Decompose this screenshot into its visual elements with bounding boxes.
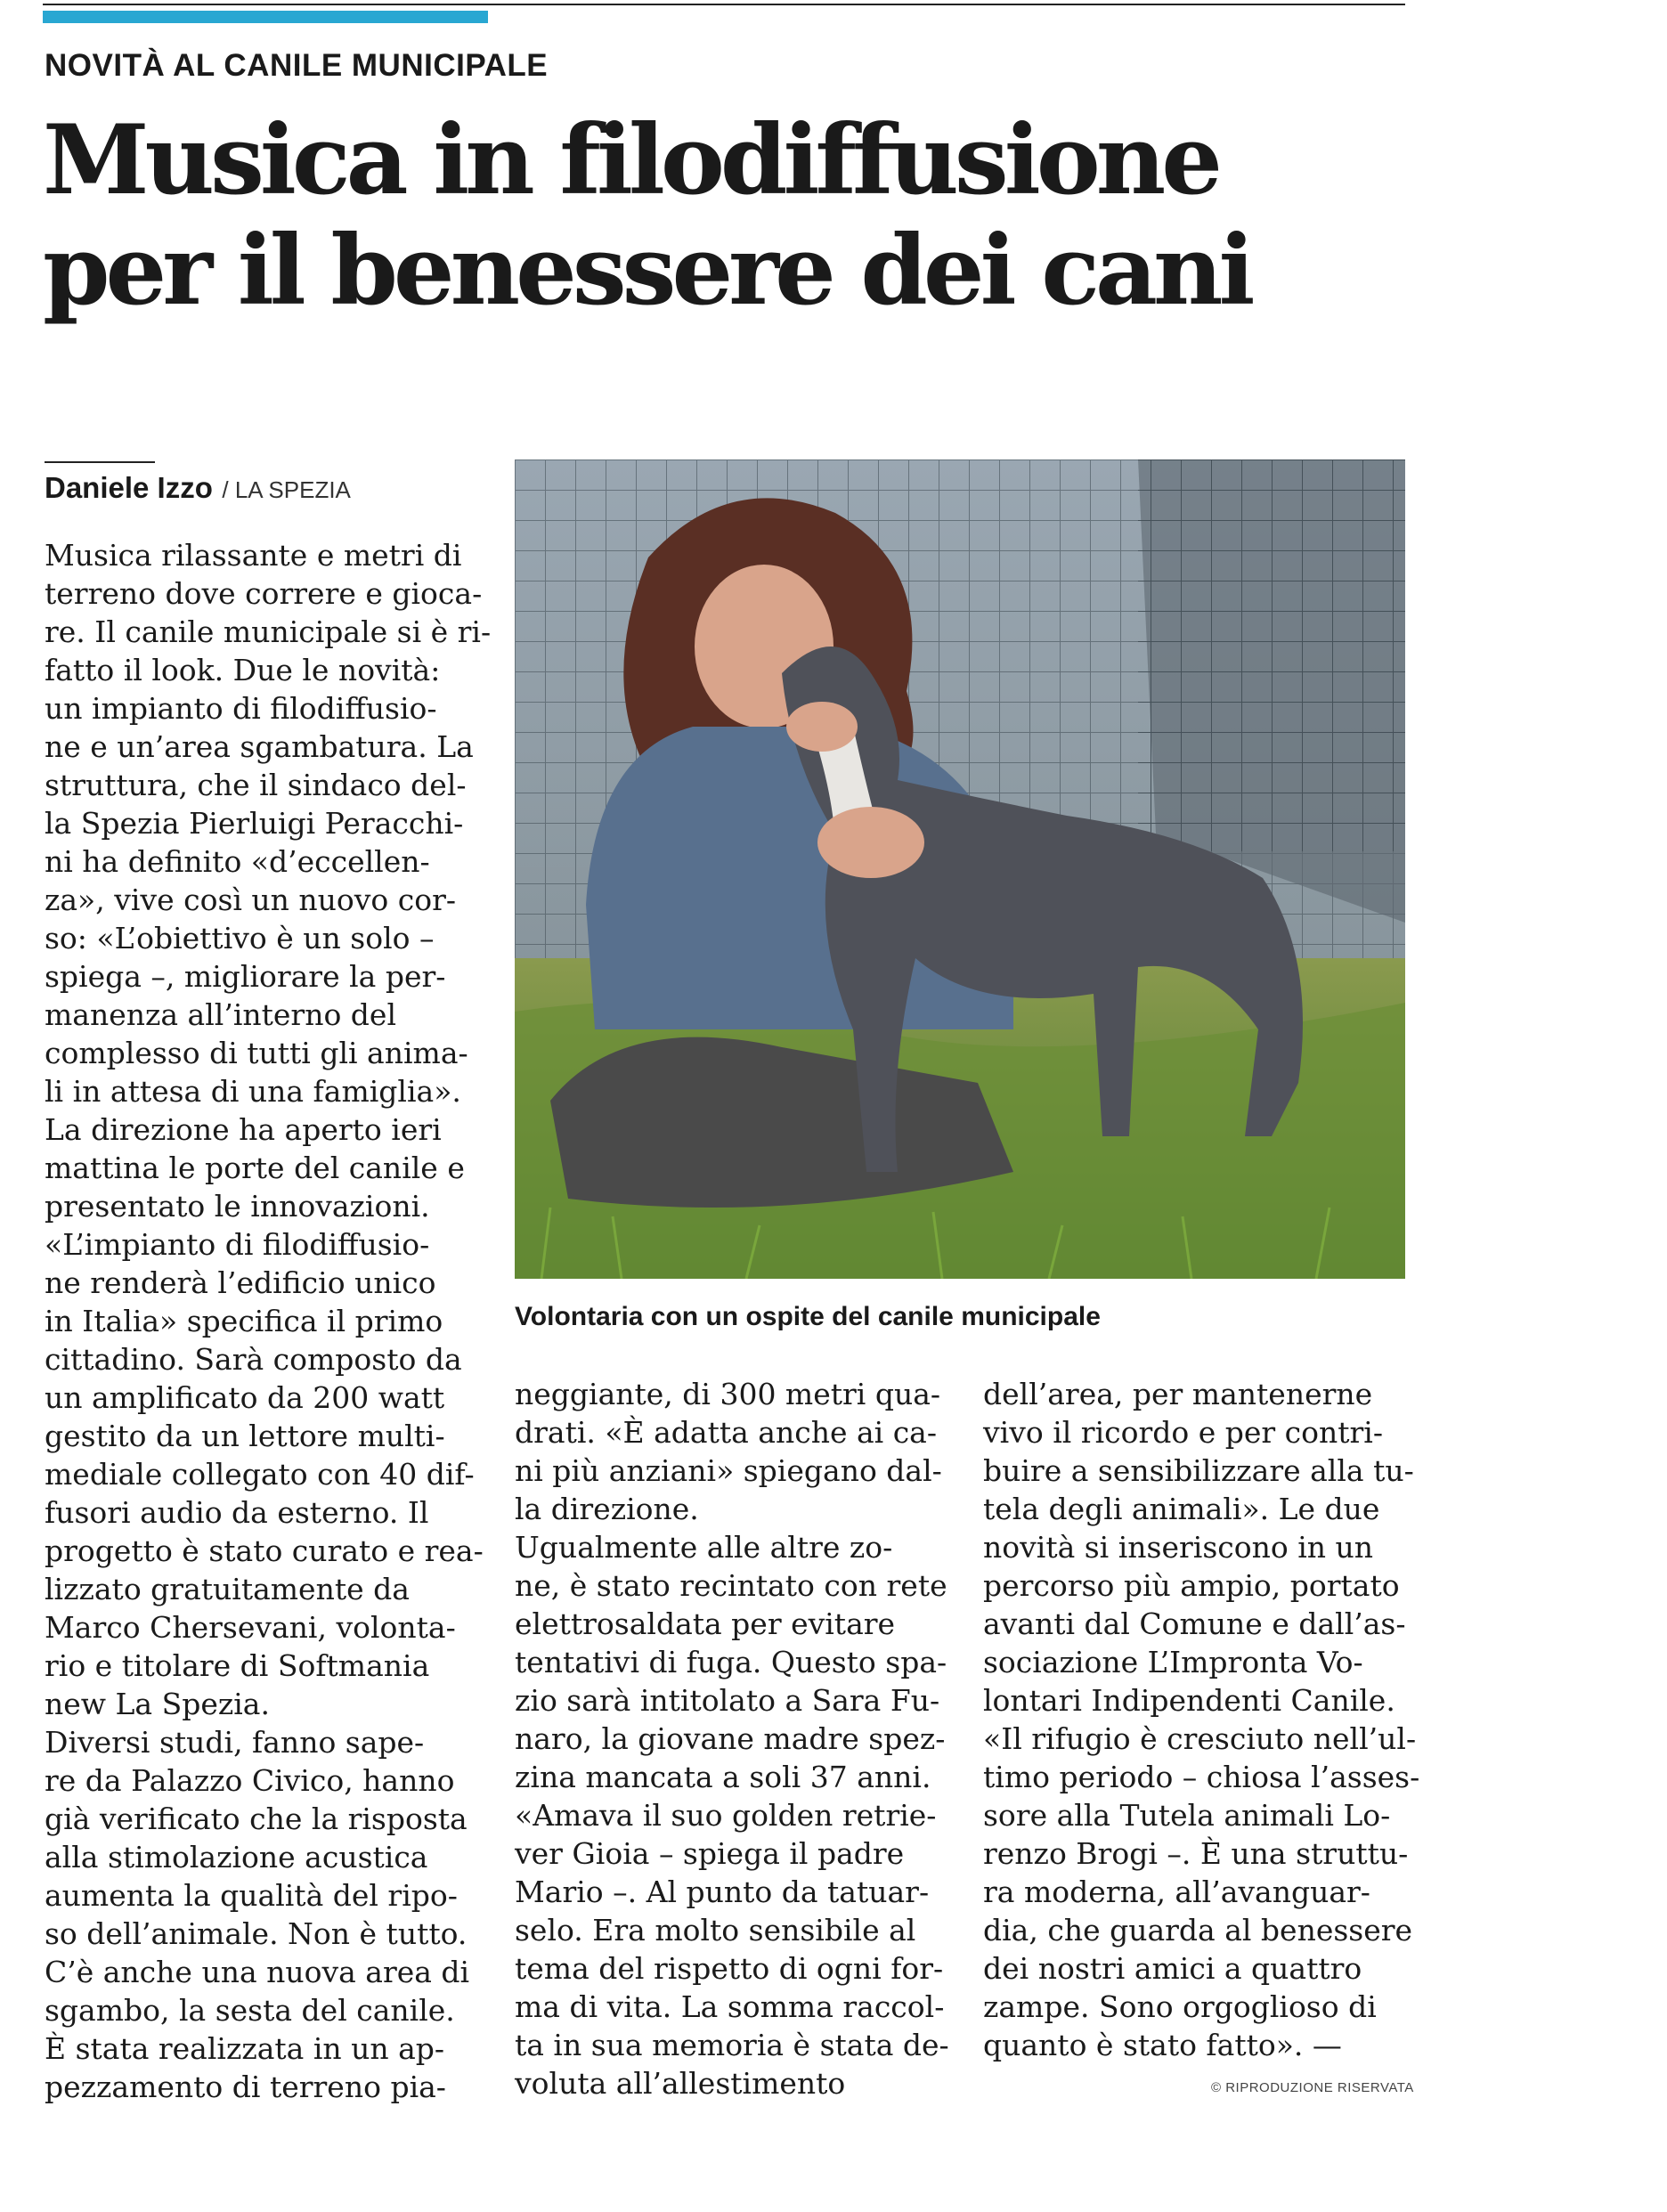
text-line: new La Spezia.: [45, 1687, 270, 1721]
headline-line-1: Musica in filodiffusione: [43, 104, 1219, 216]
text-line: re da Palazzo Civico, hanno: [45, 1763, 455, 1798]
text-line: selo. Era molto sensibile al: [515, 1913, 916, 1948]
text-line: re. Il canile municipale si è ri-: [45, 614, 492, 649]
text-line: voluta all’allestimento: [515, 2066, 846, 2101]
text-line: Mario –. Al punto da tatuar-: [515, 1875, 930, 1909]
text-line: tema del rispetto di ogni for-: [515, 1951, 944, 1986]
text-line: zio sarà intitolato a Sara Fu-: [515, 1683, 940, 1718]
text-line: Ugualmente alle altre zo-: [515, 1530, 893, 1565]
article-kicker: NOVITÀ AL CANILE MUNICIPALE: [45, 48, 549, 83]
text-line: ni più anziani» spiegano dal-: [515, 1453, 942, 1488]
text-line: fusori audio da esterno. Il: [45, 1495, 429, 1530]
text-line: sgambo, la sesta del canile.: [45, 1993, 455, 2028]
text-line: la direzione.: [515, 1492, 699, 1526]
text-line: La direzione ha aperto ieri: [45, 1112, 442, 1147]
headline-line-2: per il benessere dei cani: [43, 215, 1251, 327]
article-headline: [43, 105, 1432, 326]
text-line: la Spezia Pierluigi Peracchi-: [45, 806, 464, 841]
text-line: dell’area, per mantenerne: [983, 1377, 1373, 1411]
text-line: tela degli animali». Le due: [983, 1492, 1380, 1526]
text-line: un impianto di filodiffusio-: [45, 691, 437, 726]
text-line: ta in sua memoria è stata de-: [515, 2028, 949, 2062]
text-line: avanti dal Comune e dall’as-: [983, 1606, 1406, 1641]
text-line: quanto è stato fatto». —: [983, 2028, 1342, 2062]
text-line: ne e un’area sgambatura. La: [45, 729, 474, 764]
text-line: manenza all’interno del: [45, 997, 397, 1032]
text-line: ni ha definito «d’eccellen-: [45, 844, 430, 879]
text-line: ra moderna, all’avanguar-: [983, 1875, 1370, 1909]
text-line: za», vive così un nuovo cor-: [45, 882, 457, 917]
text-line: ne, è stato recintato con rete: [515, 1568, 947, 1603]
text-line: li in attesa di una famiglia».: [45, 1074, 461, 1109]
byline-location: / LA SPEZIA: [222, 476, 351, 503]
text-line: C’è anche una nuova area di: [45, 1955, 470, 1989]
text-line: presentato le innovazioni.: [45, 1189, 430, 1224]
text-line: alla stimolazione acustica: [45, 1840, 428, 1875]
text-line: lontari Indipendenti Canile.: [983, 1683, 1395, 1718]
text-line: dia, che guarda al benessere: [983, 1913, 1413, 1948]
text-line: gestito da un lettore multi-: [45, 1419, 445, 1453]
text-line: terreno dove correre e gioca-: [45, 576, 483, 611]
text-line: progetto è stato curato e rea-: [45, 1533, 484, 1568]
text-line: renzo Brogi –. È una struttu-: [983, 1836, 1409, 1871]
text-line: ne renderà l’edificio unico: [45, 1265, 436, 1300]
text-line: complesso di tutti gli anima-: [45, 1036, 468, 1070]
text-line: già verificato che la risposta: [45, 1801, 468, 1836]
text-line: percorso più ampio, portato: [983, 1568, 1400, 1603]
article-photo: [515, 459, 1405, 1279]
text-line: so dell’animale. Non è tutto.: [45, 1916, 468, 1951]
byline: [45, 470, 351, 505]
text-line: un amplificato da 200 watt: [45, 1380, 445, 1415]
copyright-notice: © RIPRODUZIONE RISERVATA: [1211, 2080, 1414, 2095]
text-line: ver Gioia – spiega il padre: [515, 1836, 905, 1871]
text-line: spiega –, migliorare la per-: [45, 959, 446, 994]
text-line: in Italia» specifica il primo: [45, 1304, 443, 1338]
author-name: Daniele Izzo: [45, 471, 213, 504]
text-line: zampe. Sono orgoglioso di: [983, 1989, 1377, 2024]
text-line: cittadino. Sarà composto da: [45, 1342, 462, 1377]
text-line: «Il rifugio è cresciuto nell’ul-: [983, 1721, 1417, 1756]
text-line: Diversi studi, fanno sape-: [45, 1725, 425, 1760]
text-line: novità si inseriscono in un: [983, 1530, 1374, 1565]
text-line: sociazione L’Impronta Vo-: [983, 1645, 1363, 1679]
photo-volunteer-with-dog: [515, 459, 1405, 1279]
text-line: buire a sensibilizzare alla tu-: [983, 1453, 1414, 1488]
text-line: tentativi di fuga. Questo spa-: [515, 1645, 947, 1679]
text-line: pezzamento di terreno pia-: [45, 2070, 446, 2104]
text-line: mediale collegato con 40 dif-: [45, 1457, 475, 1492]
text-column-1: [45, 536, 492, 2106]
text-line: dei nostri amici a quattro: [983, 1951, 1362, 1986]
text-line: È stata realizzata in un ap-: [45, 2031, 445, 2066]
text-line: mattina le porte del canile e: [45, 1151, 465, 1185]
text-line: lizzato gratuitamente da: [45, 1572, 410, 1606]
text-column-2: [515, 1375, 951, 2102]
text-line: ma di vita. La somma raccol-: [515, 1989, 945, 2024]
byline-rule: [45, 461, 155, 463]
text-line: «Amava il suo golden retrie-: [515, 1798, 937, 1833]
text-line: vivo il ricordo e per contri-: [983, 1415, 1384, 1450]
text-line: Musica rilassante e metri di: [45, 538, 462, 573]
text-line: Marco Chersevani, volonta-: [45, 1610, 456, 1645]
photo-caption: Volontaria con un ospite del canile municipale: [515, 1302, 1101, 1331]
text-line: drati. «È adatta anche ai ca-: [515, 1415, 938, 1450]
text-line: aumenta la qualità del ripo-: [45, 1878, 458, 1913]
text-line: neggiante, di 300 metri qua-: [515, 1377, 941, 1411]
text-line: timo periodo – chiosa l’asses-: [983, 1760, 1420, 1794]
text-line: elettrosaldata per evitare: [515, 1606, 896, 1641]
text-line: fatto il look. Due le novità:: [45, 653, 441, 687]
text-line: rio e titolare di Softmania: [45, 1648, 430, 1683]
text-line: «L’impianto di filodiffusio-: [45, 1227, 430, 1262]
text-column-3: [983, 1375, 1420, 2064]
section-accent-bar: [43, 11, 488, 23]
top-rule: [43, 4, 1405, 5]
text-line: naro, la giovane madre spez-: [515, 1721, 946, 1756]
text-line: so: «L’obiettivo è un solo –: [45, 921, 435, 956]
text-line: zina mancata a soli 37 anni.: [515, 1760, 931, 1794]
text-line: struttura, che il sindaco del-: [45, 768, 467, 802]
text-line: sore alla Tutela animali Lo-: [983, 1798, 1391, 1833]
